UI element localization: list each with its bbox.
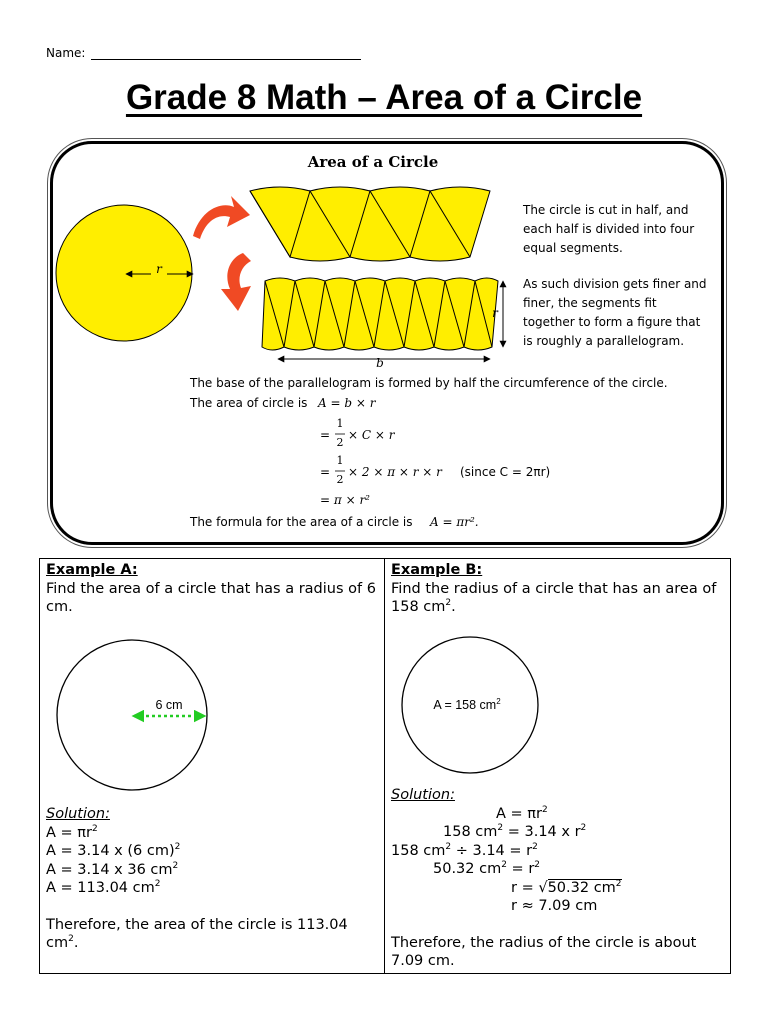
svg-text:=: = [320, 428, 331, 442]
panel-illustration [50, 141, 724, 545]
parallelogram-segments [262, 278, 498, 350]
svg-text:2: 2 [336, 436, 344, 449]
example-a-step-2: A = 3.14 x (6 cm)$^2$ [46, 842, 181, 859]
svg-text:(since C = 2πr): (since C = 2πr) [460, 465, 551, 479]
example-a-radius-label: 6 cm [155, 698, 183, 712]
examples-table [39, 558, 731, 974]
example-a-step-1: $A = \pi r^2$ [46, 823, 98, 841]
description-1 [522, 203, 694, 255]
eq-3 [320, 454, 550, 486]
svg-text:equal segments.: equal segments. [523, 241, 623, 255]
svg-text:=: = [320, 465, 331, 479]
side-label: r [492, 306, 498, 320]
base-label: b [376, 356, 384, 370]
eq-1: A = b × r [318, 396, 376, 410]
example-b-step-3: 158 $cm^2 \div 3.14 = r^2$ [391, 841, 538, 859]
name-line [91, 47, 361, 60]
example-a-conclusion: Therefore, the area of the circle is 113.04 $cm^2$. [46, 916, 348, 951]
example-a-diagram [54, 637, 224, 797]
area-intro: The area of circle is [190, 396, 308, 410]
svg-text:The circle is cut in half, and: The circle is cut in half, and [523, 203, 689, 217]
formula: A = πr². [430, 515, 479, 529]
svg-text:together to form a figure that: together to form a figure that [523, 315, 701, 329]
example-b-prompt: Find the radius of a circle that has an area of 158 $cm^2$. [391, 580, 717, 615]
example-b-step-4: 50.32 $cm^2 = r^2$ [433, 860, 541, 877]
name-label: Name: [46, 46, 86, 60]
example-a-prompt: Find the area of a circle that has a radius of 6 cm. [46, 580, 376, 615]
example-b-step-2: 158 $cm^2 = 3.14$ x $r^2$ [443, 823, 587, 840]
example-b-step-1: $A = \pi r^2$ [496, 804, 548, 822]
description-2 [523, 277, 707, 348]
name-field [46, 46, 361, 60]
svg-text:× 2 × π × r × r: × 2 × π × r × r [348, 465, 442, 479]
svg-text:× C × r: × C × r [348, 428, 395, 442]
svg-text:each half is divided into four: each half is divided into four [523, 222, 695, 236]
example-b-solution-label: Solution: [391, 787, 455, 803]
svg-text:1: 1 [336, 417, 344, 430]
example-b-heading: Example B: [391, 562, 483, 578]
example-b [385, 559, 730, 973]
eq-4: = π × r² [320, 493, 370, 507]
yellow-circle [56, 205, 192, 341]
radius-label: r [156, 262, 162, 276]
example-a-step-3: A = 3.14 x 36 $cm^2$ [46, 860, 179, 878]
red-arrow-right-icon [193, 196, 250, 239]
example-a-step-4: A = 113.04 $cm^2$ [46, 879, 161, 896]
example-b-step-5: r = √50.32 $cm^2$ [511, 878, 622, 896]
svg-text:As such division gets finer an: As such division gets finer and [523, 277, 707, 291]
example-b-step-6: r ≈ 7.09 cm [511, 898, 598, 914]
formula-line: The formula for the area of a circle is [190, 515, 413, 529]
example-a-heading: Example A: [46, 562, 138, 578]
panel-heading: Area of a Circle [307, 153, 439, 171]
red-arrow-down-icon [221, 253, 251, 311]
example-b-area-label: A = 158 $cm^2$ [433, 697, 501, 712]
eq-2 [320, 417, 396, 449]
example-a-solution-label: Solution: [46, 806, 110, 822]
svg-text:finer, the segments fit: finer, the segments fit [523, 296, 657, 310]
page-title: Grade 8 Math – Area of a Circle [125, 78, 643, 117]
example-b-conclusion: Therefore, the radius of the circle is about 7.09 cm. [391, 934, 697, 969]
base-sentence: The base of the parallelogram is formed by half the circumference of the circle. [190, 376, 668, 390]
half-circle-segments [250, 187, 490, 261]
svg-text:is roughly a parallelogram.: is roughly a parallelogram. [523, 334, 685, 348]
example-a [40, 559, 385, 973]
svg-text:1: 1 [336, 454, 344, 467]
example-b-diagram [399, 635, 549, 785]
svg-text:2: 2 [336, 473, 344, 486]
